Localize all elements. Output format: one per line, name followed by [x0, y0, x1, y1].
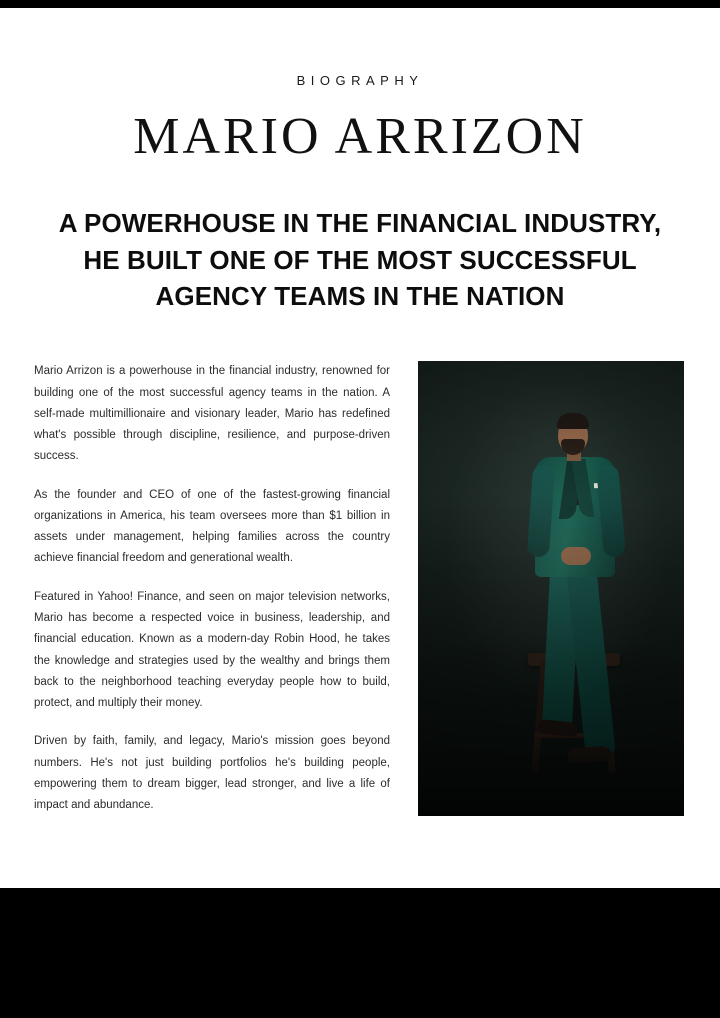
- paragraph: Featured in Yahoo! Finance, and seen on major television networks, Mario has become a respected voice in business, leadership, and financial education. Known as a modern-day Robin Hood, he takes the knowledge and strategies used by the wealthy and brings them back to the neighborhood teaching everyday people how to build, protect, and multiply their money.: [34, 590, 390, 710]
- document-page: [0, 8, 720, 888]
- content-area: [34, 361, 686, 833]
- paragraph: As the founder and CEO of one of the fastest-growing financial organizations in America, his team oversees more than $1 billion in assets under management, helping families across the country achieve financial freedom and generational wealth.: [34, 488, 390, 565]
- headline: A POWERHOUSE IN THE FINANCIAL INDUSTRY, HE BUILT ONE OF THE MOST SUCCESSFUL AGENCY TEAMS IN THE NATION: [58, 207, 662, 312]
- photo-vignette: [418, 361, 684, 816]
- eyebrow-label: BIOGRAPHY: [296, 73, 424, 88]
- biography-text: [34, 361, 390, 833]
- paragraph: Driven by faith, family, and legacy, Mario's mission goes beyond numbers. He's not just building portfolios he's building people, empowering them to dream bigger, lead stronger, and live a life of impact and abundance.: [34, 735, 390, 812]
- footer-bar: [0, 888, 720, 1018]
- page-title: MARIO ARRIZON: [133, 108, 587, 165]
- portrait-photo: [418, 361, 684, 816]
- paragraph: Mario Arrizon is a powerhouse in the financial industry, renowned for building one of the most successful agency teams in the nation. A self-made multimillionaire and visionary leader, Mario has redefined what's possible through discipline, resilience, and purpose-driven success.: [34, 365, 390, 463]
